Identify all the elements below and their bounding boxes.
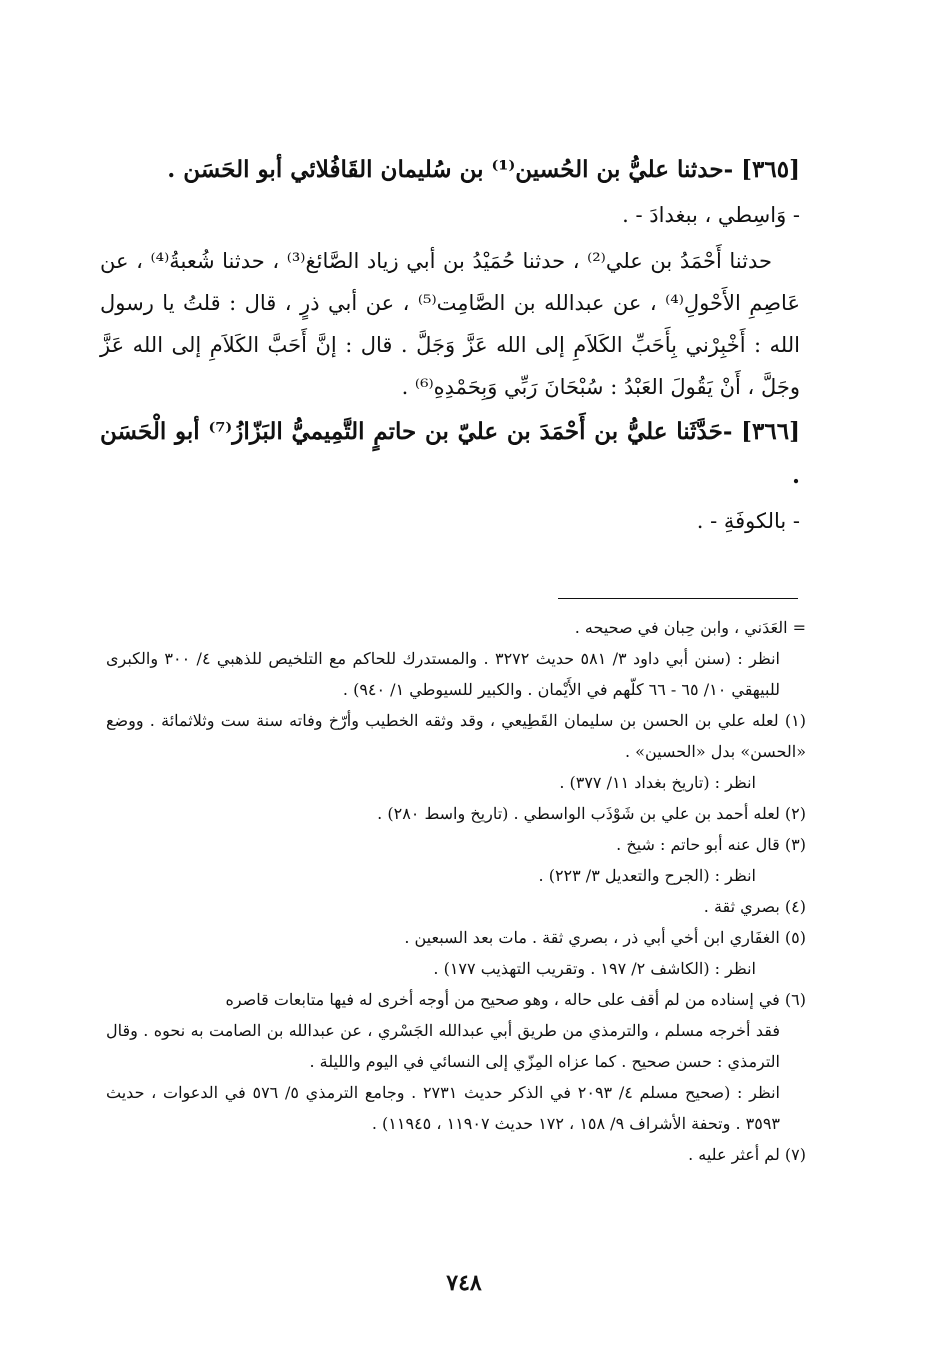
hadith-365-place: - وَاسِطي ، ببغدادَ - . [622,203,800,227]
footnotes [106,612,806,1170]
hadith-365-title: -حدثنا عليُّ بن الحُسين⁽¹⁾ بن سُليمان القَافُلائي أبو الحَسَن . [167,156,734,183]
footnote-5: (٥) الغفَاري ابن أخي أبي ذر ، بصري ثقة . مات بعد السبعين . [404,928,806,947]
hadith-366-number: [٣٦٦] [741,418,800,445]
footnote-6-body: فقد أخرجه مسلم ، والترمذي من طريق أبي عبدالله الجَسْري ، عن عبدالله بن الصامت به نحوه . وقال الترمذي : حسن صحيح . كما عزاه المِزّي إلى النسائي في اليوم والليلة . [106,1021,780,1071]
footnote-4: (٤) بصري ثقة . [703,897,806,916]
footnote-6-ref: انظر : (صحيح مسلم ٤/ ٢٠٩٣ في الذكر حديث ٢٧٣١ . وجامع الترمذي ٥/ ٥٧٦ في الدعوات ، حديث ٣٥٩٣ . وتحفة الأشراف ٩/ ١٥٨ ، ١٧٢ حديث ١١٩٠٧ ، ١١٩٤٥) . [106,1083,781,1133]
footnote-3-ref: انظر : (الجرح والتعديل ٣/ ٢٢٣) . [538,866,756,885]
footnote-1: (١) لعله علي بن الحسن بن سليمان القَطِيعي ، وقد وثقه الخطيب وأرّخ وفاته سنة ست وثلاثمائة . ووضع «الحسن» بدل «الحسين» . [106,711,806,761]
footnote-5-ref: انظر : (الكاشف ٢/ ١٩٧ . وتقريب التهذيب ١٧٧) . [433,959,756,978]
hadith-365-number: [٣٦٥] [741,156,800,183]
hadith-366-title: -حَدَّثَنا عليُّ بن أَحْمَدَ بن عليّ بن حاتمٍ التَّمِيميُّ البَزّازُ⁽⁷⁾ أبو الْحَسَن . [100,418,800,489]
footnote-7: (٧) لم أعثر عليه . [688,1145,806,1164]
main-text [100,148,800,546]
hadith-365-text: حدثنا أَحْمَدُ بن علي⁽²⁾ ، حدثنا حُمَيْدُ بن أبي زياد الصَّائغ⁽³⁾ ، حدثنا شُعبةُ⁽⁴⁾ ، عن عَاصِمِ الأَحْولِ⁽⁴⁾ ، عن عبدالله بن الصَّامِت⁽⁵⁾ ، عن أبي ذرٍ ، قال : قلتُ يا رسول الله : أَخْبِرْني بِأَحَبِّ الكَلاَمِ إلى الله عَزَّ وَجَلَّ . قال : إنَّ أَحَبَّ الكَلاَمِ إلى الله عَزَّ وجَلَّ ، أَنْ يَقُولَ العَبْدُ : سُبْحَانَ رَبِّي وَبِحَمْدِهِ⁽⁶⁾ . [100,249,800,399]
hadith-365-heading [100,148,800,192]
footnote-3: (٣) قال عنه أبو حاتم : شيخ . [616,835,806,854]
footnote-separator [558,598,798,599]
hadith-366-heading [100,410,800,498]
page-number: ٧٤٨ [446,1270,482,1296]
footnote-1-ref: انظر : (تاريخ بغداد ١١/ ٣٧٧) . [559,773,756,792]
footnote-continued: = العَدَني ، وابن حِبان في صحيحه . [574,618,806,637]
footnote-6: (٦) في إسناده من لم أقف على حاله ، وهو صحيح من أوجه أخرى له فيها متابعات قاصره [225,990,806,1009]
footnote-continued-ref: انظر : (سنن أبي داود ٣/ ٥٨١ حديث ٣٢٧٢ . والمستدرك للحاكم مع التلخيص للذهبي ٤/ ٣٠٠ والكبرى للبيهقي ١٠/ ٦٥ - ٦٦ كلّهم في الأَيْمان . والكبير للسيوطي ١/ ٩٤٠) . [106,649,780,699]
hadith-366-place: - بالكوفَةِ - . [696,509,800,533]
footnote-2: (٢) لعله أحمد بن علي بن شَوْذَب الواسطي . (تاريخ واسط ٢٨٠) . [377,804,806,823]
